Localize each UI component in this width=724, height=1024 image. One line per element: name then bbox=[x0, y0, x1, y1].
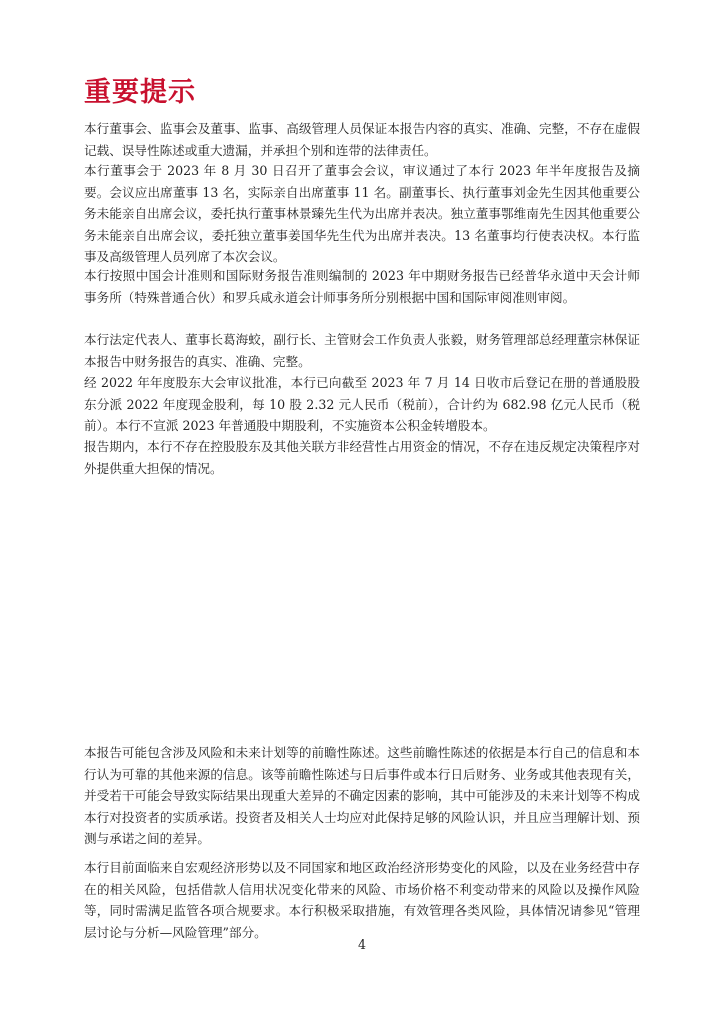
section-title: 重要提示 bbox=[84, 77, 196, 108]
paragraph-dividend: 经 2022 年年度股东大会审议批准，本行已向截至 2023 年 7 月 14 日收市后登记在册的普通股股东分派 2022 年度现金股利，每 10 股 2.32 元人民币（税前），合计约为 682.98 亿元人民币（税前）。本行不宣派 2023 年普通股中期股利，不实施资本公积金转增股本。 bbox=[84, 375, 640, 433]
paragraph-no-fund-occupation: 报告期内，本行不存在控股股东及其他关联方非经营性占用资金的情况，不存在违反规定决策程序对外提供重大担保的情况。 bbox=[84, 439, 640, 476]
paragraph-forward-looking-statements: 本报告可能包含涉及风险和未来计划等的前瞻性陈述。这些前瞻性陈述的依据是本行自己的信息和本行认为可靠的其他来源的信息。该等前瞻性陈述与日后事件或本行日后财务、业务或其他表现有关，并受若干可能会导致实际结果出现重大差异的不确定因素的影响，其中可能涉及的未来计划等不构成本行对投资者的实质承诺。投资者及相关人士均应对此保持足够的风险认识，并且应当理解计划、预测与承诺之间的差异。 bbox=[84, 745, 640, 846]
paragraph-responsibility-statement: 本行董事会、监事会及董事、监事、高级管理人员保证本报告内容的真实、准确、完整，不存在虚假记载、误导性陈述或重大遗漏，并承担个别和连带的法律责任。 bbox=[84, 121, 640, 158]
paragraph-auditor-review: 本行按照中国会计准则和国际财务报告准则编制的 2023 年中期财务报告已经普华永道中天会计师事务所（特殊普通合伙）和罗兵咸永道会计师事务所分别根据中国和国际审阅准则审阅。 bbox=[84, 268, 640, 305]
paragraph-board-meeting: 本行董事会于 2023 年 8 月 30 日召开了董事会会议，审议通过了本行 2023 年半年度报告及摘要。会议应出席董事 13 名，实际亲自出席董事 11 名。副董事长、执行董事刘金先生因其他重要公务未能亲自出席会议，委托执行董事林景臻先生代为出席并表决。独立董事鄂维南先生因其他重要公务未能亲自出席会议，委托独立董事姜国华先生代为出席并表决。13 名董事均行使表决权。本行监事及高级管理人员列席了本次会议。 bbox=[84, 163, 640, 264]
paragraph-risk-factors: 本行目前面临来自宏观经济形势以及不同国家和地区政治经济形势变化的风险，以及在业务经营中存在的相关风险，包括借款人信用状况变化带来的风险、市场价格不利变动带来的风险以及操作风险等，同时需满足监管各项合规要求。本行积极采取措施，有效管理各类风险，具体情况请参见“管理层讨论与分析—风险管理”部分。 bbox=[84, 860, 640, 940]
paragraph-financial-officers: 本行法定代表人、董事长葛海蛟，副行长、主管财会工作负责人张毅，财务管理部总经理董宗林保证本报告中财务报告的真实、准确、完整。 bbox=[84, 332, 640, 369]
page-number: 4 bbox=[357, 937, 366, 952]
